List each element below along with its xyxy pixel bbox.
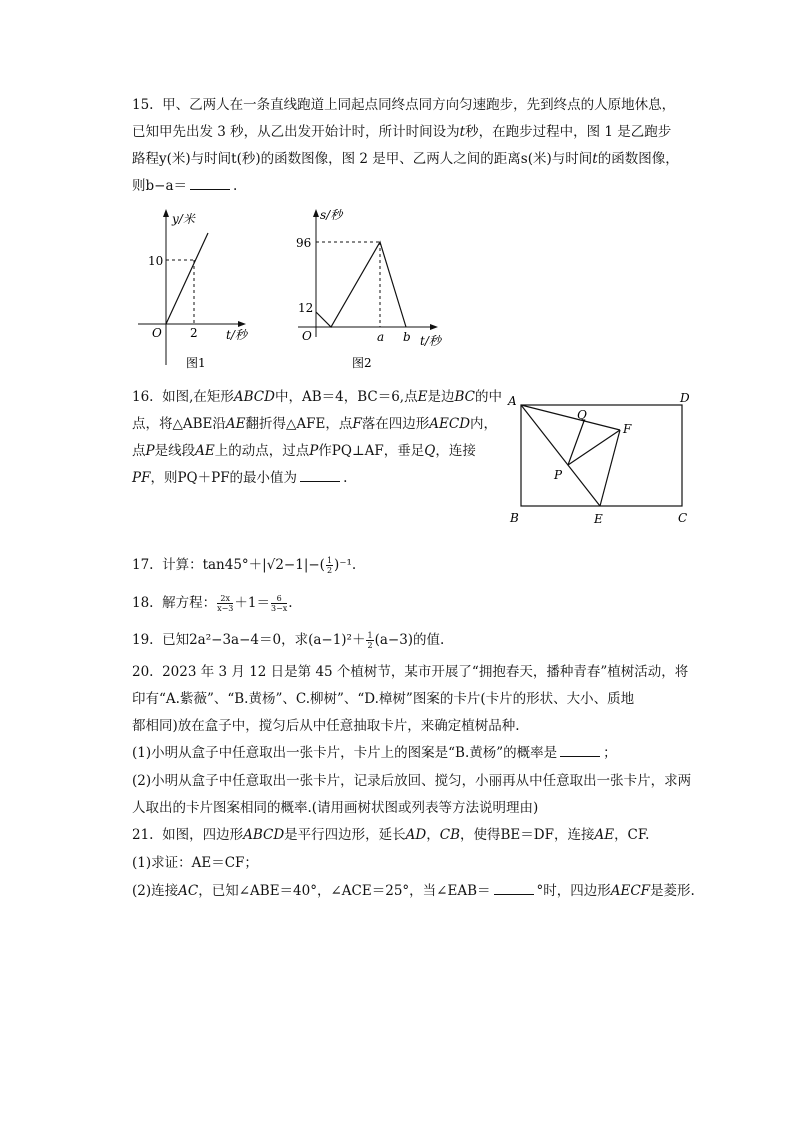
fig2-x-label: t/秒 <box>420 334 441 348</box>
fig1-x-tick: 2 <box>190 326 198 340</box>
q16-label-B: B <box>510 511 519 525</box>
q20-line-1: 20. 2023 年 3 月 12 日是第 45 个植树节，某市开展了“拥抱春天，播种青春”植树活动，将 <box>132 664 689 680</box>
q16-figure <box>500 388 705 528</box>
fig2-y-tick-12: 12 <box>298 301 314 315</box>
q21-line-1: 21. 如图，四边形ABCD是平行四边形，延长AD，CB，使得BE＝DF，连接AE，CF. <box>132 827 650 843</box>
fig1-caption: 图1 <box>186 356 206 370</box>
q19-fraction: $\frac{1}{2}$ <box>367 631 373 650</box>
q15-line-3: 路程y(米)与时间t(秒)的函数图像，图 2 是甲、乙两人之间的距离s(米)与时间t的函数图像， <box>132 151 679 167</box>
q17-line: 17. 计算：tan45°＋|√2−1|−( $\frac{1}{2}$ )⁻¹. <box>132 556 357 575</box>
q21-sub-1: (1)求证：AE＝CF； <box>132 855 258 871</box>
q16-text: 16. 如图,在矩形ABCD中，AB＝4，BC＝6,点E是边BC的中点，将△ABE沿AE翻折得△AFE，点F落在四边形AECD内，点P是线段AE上的动点，过点P作PQ⊥AF，垂足Q，连接PF，则PQ＋PF的最小值为 . <box>132 389 502 486</box>
fig1-y-tick: 10 <box>148 254 164 268</box>
q21-sub-2: (2)连接AC，已知∠ABE＝40°，∠ACE＝25°，当∠EAB＝ °时，四边形AECF是菱形. <box>132 880 695 902</box>
q15-number: 15. <box>132 97 154 113</box>
fig2-x-tick-a: a <box>377 330 385 344</box>
fig1-x-label: t/秒 <box>226 328 247 342</box>
fig2-y-tick-96: 96 <box>296 236 312 250</box>
q15-line-4: 则b−a＝ . <box>132 175 237 197</box>
fig1-origin: O <box>152 326 162 340</box>
q16-label-P: P <box>554 468 563 482</box>
q20-sub-2-line-1: (2)小明从盒子中任意取出一张卡片，记录后放回、搅匀，小丽再从中任意取出一张卡片，求两 <box>132 773 692 789</box>
q18-line: 18. 解方程： $\frac{2x}{x-3}$ ＋1＝ $\frac{6}{3-x}$ . <box>132 594 293 613</box>
q20-sub-2-line-2: 人取出的卡片图案相同的概率.(请用画树状图或列表等方法说明理由) <box>132 800 539 816</box>
fig1-y-label: y/米 <box>172 212 195 226</box>
q17-fraction: $\frac{1}{2}$ <box>326 556 333 575</box>
q16-label-A: A <box>508 394 517 408</box>
q15-figure-2 <box>288 203 453 375</box>
fig2-x-tick-b: b <box>403 330 411 344</box>
q16-label-C: C <box>678 511 688 525</box>
q19-line: 19. 已知2a²−3a−4＝0，求(a−1)²＋ $\frac{1}{2}$ (a−3)的值. <box>132 631 445 650</box>
q21-answer-blank[interactable] <box>494 880 534 895</box>
q16-label-Q: Q <box>577 408 587 422</box>
q16-label-D: D <box>680 391 690 405</box>
q18-fraction-1: $\frac{2x}{x-3}$ <box>217 594 234 613</box>
q15-line-2: 已知甲先出发 3 秒，从乙出发开始计时，所计时间设为t秒，在跑步过程中，图 1 是乙跑步 <box>132 124 672 140</box>
q15-figure-1 <box>128 205 263 375</box>
fig2-y-label: s/秒 <box>320 208 343 222</box>
q20-line-3: 都相同)放在盒子中，搅匀后从中任意抽取卡片，来确定植树品种. <box>132 718 520 734</box>
q15-answer-blank[interactable] <box>190 175 230 190</box>
q18-fraction-2: $\frac{6}{3-x}$ <box>270 594 288 613</box>
fig2-caption: 图2 <box>352 356 372 370</box>
q20-answer-blank[interactable] <box>560 742 600 757</box>
q20-line-2: 印有“A.紫薇”、“B.黄杨”、C.柳树”、“D.樟树”图案的卡片(卡片的形状、大小、质地 <box>132 691 635 707</box>
q16-label-F: F <box>623 422 632 436</box>
q15-line-1: 15. 甲、乙两人在一条直线跑道上同起点同终点同方向匀速跑步，先到终点的人原地休息， <box>132 97 676 113</box>
q16-label-E: E <box>594 512 603 526</box>
fig2-origin: O <box>302 329 312 343</box>
q16-answer-blank[interactable] <box>300 467 340 482</box>
q20-sub-1: (1)小明从盒子中任意取出一张卡片，卡片上的图案是“B.黄杨”的概率是 ； <box>132 742 617 764</box>
